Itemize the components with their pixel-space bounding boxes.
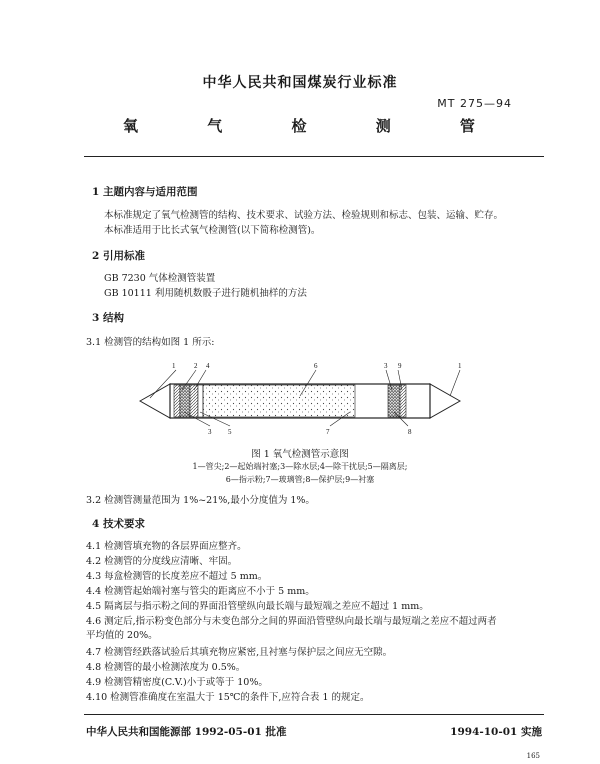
clause-3-1: 3.1 检测管的结构如图 1 所示: [86,337,215,348]
clause-4-6: 4.6 测定后,指示粉变色部分与未变色部分之间的界面沿管壁纵向最长端与最短端之差应不超过两者 [86,616,497,627]
detector-tube-figure [130,360,470,444]
figure-legend-1: 1—管尖;2—起始端衬塞;3—除水层;4—除干扰层;5—隔离层; [192,462,408,471]
section-1-para-1: 本标准规定了氧气检测管的结构、技术要求、试验方法、检验规则和标志、包装、运输、贮存。 [104,210,504,221]
header-rule [84,156,544,157]
approval-date: 中华人民共和国能源部 1992-05-01 批准 [86,726,287,738]
standard-number: MT 275—94 [437,97,512,110]
clause-4-9: 4.9 检测管精密度(C.V.)小于或等于 10%。 [86,677,268,688]
label-top-1-right: 1 [458,362,462,370]
clause-4-7: 4.7 检测管经跌落试验后其填充物应紧密,且衬塞与保护层之间应无空隙。 [86,647,393,658]
tube-tip-left [140,384,170,418]
label-top-3: 3 [384,362,388,370]
clause-4-6-cont: 平均值的 20%。 [86,630,158,641]
reference-gb10111: GB 10111 利用随机数骰子进行随机抽样的方法 [104,288,307,299]
label-top-2: 2 [194,362,198,370]
section-2-heading: 2 引用标准 [92,250,145,262]
label-top-6: 6 [314,362,318,370]
label-top-4: 4 [206,362,210,370]
figure-caption: 图 1 氧气检测管示意图 [251,449,349,460]
clause-4-4: 4.4 检测管起始端衬塞与管尖的距离应不小于 5 mm。 [86,586,315,597]
start-plug [174,385,180,417]
reference-gb7230: GB 7230 气体检测管装置 [104,273,216,284]
standard-organization: 中华人民共和国煤炭行业标准 [202,75,398,91]
section-1-para-2: 本标准适用于比长式氧气检测管(以下简称检测管)。 [104,225,321,236]
clause-4-8: 4.8 检测管的最小检测浓度为 0.5%。 [86,662,246,673]
indicator-powder [203,385,355,417]
effective-date: 1994-10-01 实施 [450,726,542,738]
label-bottom-8: 8 [408,428,412,436]
clause-4-10: 4.10 检测管准确度在室温大于 15℃的条件下,应符合表 1 的规定。 [86,692,370,703]
label-bottom-3: 3 [208,428,212,436]
label-bottom-5: 5 [228,428,232,436]
clause-4-3: 4.3 每盒检测管的长度差应不超过 5 mm。 [86,571,268,582]
section-4-heading: 4 技术要求 [92,518,145,530]
clause-4-5: 4.5 隔离层与指示粉之间的界面沿管壁纵向最长端与最短端之差应不超过 1 mm。 [86,601,429,612]
clause-4-1: 4.1 检测管填充物的各层界面应整齐。 [86,541,247,552]
clause-4-2: 4.2 检测管的分度线应清晰、牢固。 [86,556,238,567]
footer-rule [84,714,544,715]
section-3-heading: 3 结构 [92,312,124,324]
page-number: 165 [526,752,540,760]
label-top-9: 9 [398,362,402,370]
clause-3-2: 3.2 检测管测量范围为 1%~21%,最小分度值为 1%。 [86,495,315,506]
document-title: 氧 气 检 测 管 [123,117,507,135]
section-1-heading: 1 主题内容与适用范围 [92,186,198,198]
tube-tip-right [430,384,460,418]
label-top-1: 1 [172,362,176,370]
figure-legend-2: 6—指示粉;7—玻璃管;8—保护层;9—衬塞 [225,475,375,484]
end-plug [400,385,406,417]
label-bottom-7: 7 [326,428,330,436]
